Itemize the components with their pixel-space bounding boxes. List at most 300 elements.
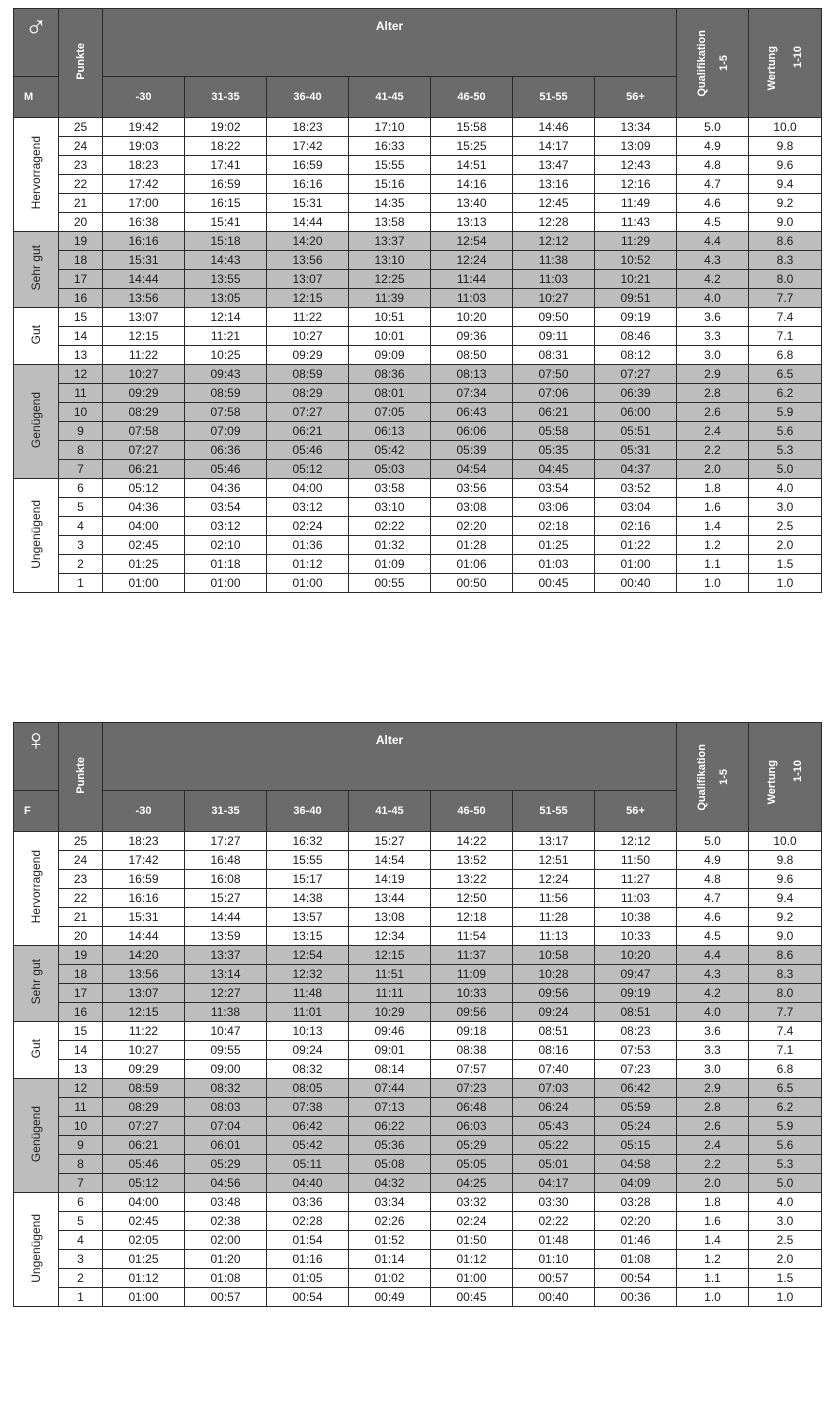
table-row: [14, 194, 822, 213]
time-cell: 08:29: [103, 1098, 185, 1117]
table-row: [14, 1136, 822, 1155]
punkte-cell: 6: [59, 1193, 103, 1212]
time-cell: 07:27: [595, 365, 677, 384]
punkte-cell: 17: [59, 270, 103, 289]
time-cell: 09:19: [595, 984, 677, 1003]
punkte-cell: 16: [59, 289, 103, 308]
time-cell: 13:58: [349, 213, 431, 232]
time-cell: 13:40: [431, 194, 513, 213]
time-cell: 12:24: [431, 251, 513, 270]
punkte-cell: 12: [59, 365, 103, 384]
time-cell: 00:49: [349, 1288, 431, 1307]
time-cell: 11:38: [185, 1003, 267, 1022]
time-cell: 05:36: [349, 1136, 431, 1155]
time-cell: 00:45: [513, 574, 595, 593]
time-cell: 06:00: [595, 403, 677, 422]
table-row: [14, 1117, 822, 1136]
punkte-cell: 8: [59, 441, 103, 460]
qualifikation-cell: 1.1: [677, 555, 749, 574]
qualifikation-cell: 2.4: [677, 422, 749, 441]
grade-name: Hervorragend: [29, 136, 43, 210]
table-row: [14, 965, 822, 984]
time-cell: 01:00: [103, 1288, 185, 1307]
time-cell: 10:13: [267, 1022, 349, 1041]
time-cell: 10:27: [103, 1041, 185, 1060]
alter-header: Alter: [103, 9, 677, 77]
time-cell: 13:13: [431, 213, 513, 232]
female-score-table: [13, 722, 822, 1307]
time-cell: 07:44: [349, 1079, 431, 1098]
time-cell: 03:36: [267, 1193, 349, 1212]
punkte-cell: 23: [59, 156, 103, 175]
time-cell: 04:32: [349, 1174, 431, 1193]
time-cell: 02:45: [103, 536, 185, 555]
wertung-cell: 3.0: [749, 1212, 822, 1231]
time-cell: 13:55: [185, 270, 267, 289]
time-cell: 14:43: [185, 251, 267, 270]
time-cell: 11:51: [349, 965, 431, 984]
wertung-cell: 9.8: [749, 137, 822, 156]
time-cell: 18:23: [103, 156, 185, 175]
time-cell: 13:22: [431, 870, 513, 889]
wertung-cell: 9.4: [749, 175, 822, 194]
table-row: [14, 175, 822, 194]
grade-label: [14, 946, 59, 1022]
time-cell: 11:38: [513, 251, 595, 270]
time-cell: 17:42: [103, 175, 185, 194]
time-cell: 11:37: [431, 946, 513, 965]
time-cell: 06:42: [595, 1079, 677, 1098]
grade-label: [14, 365, 59, 479]
time-cell: 16:48: [185, 851, 267, 870]
qualifikation-cell: 2.9: [677, 365, 749, 384]
time-cell: 13:05: [185, 289, 267, 308]
qualifikation-cell: 4.7: [677, 175, 749, 194]
time-cell: 15:31: [267, 194, 349, 213]
qualifikation-cell: 2.6: [677, 1117, 749, 1136]
time-cell: 13:14: [185, 965, 267, 984]
qualifikation-cell: 2.2: [677, 1155, 749, 1174]
time-cell: 14:44: [103, 270, 185, 289]
time-cell: 01:25: [103, 555, 185, 574]
time-cell: 11:22: [103, 1022, 185, 1041]
time-cell: 08:03: [185, 1098, 267, 1117]
time-cell: 06:03: [431, 1117, 513, 1136]
punkte-cell: 5: [59, 1212, 103, 1231]
time-cell: 08:23: [595, 1022, 677, 1041]
time-cell: 01:18: [185, 555, 267, 574]
time-cell: 08:29: [267, 384, 349, 403]
punkte-cell: 22: [59, 889, 103, 908]
time-cell: 05:15: [595, 1136, 677, 1155]
grade-name: Sehr gut: [29, 245, 43, 291]
table-row: [14, 118, 822, 137]
time-cell: 09:09: [349, 346, 431, 365]
age-group-header: 41-45: [349, 791, 431, 832]
qualifikation-cell: 1.6: [677, 498, 749, 517]
time-cell: 10:20: [595, 946, 677, 965]
table-row: [14, 498, 822, 517]
time-cell: 05:46: [267, 441, 349, 460]
time-cell: 02:00: [185, 1231, 267, 1250]
table-row: [14, 289, 822, 308]
time-cell: 02:38: [185, 1212, 267, 1231]
qualifikation-cell: 2.9: [677, 1079, 749, 1098]
table-row: [14, 851, 822, 870]
wertung-cell: 2.0: [749, 536, 822, 555]
time-cell: 14:20: [267, 232, 349, 251]
time-cell: 12:27: [185, 984, 267, 1003]
punkte-cell: 21: [59, 908, 103, 927]
wertung-cell: 1.0: [749, 1288, 822, 1307]
time-cell: 10:58: [513, 946, 595, 965]
wertung-cell: 1.0: [749, 574, 822, 593]
time-cell: 04:09: [595, 1174, 677, 1193]
qualifikation-cell: 1.4: [677, 517, 749, 536]
time-cell: 13:08: [349, 908, 431, 927]
punkte-cell: 9: [59, 1136, 103, 1155]
grade-name: Genügend: [29, 1105, 43, 1163]
male-score-table: [13, 8, 822, 593]
time-cell: 01:52: [349, 1231, 431, 1250]
time-cell: 10:25: [185, 346, 267, 365]
wertung-cell: 9.6: [749, 870, 822, 889]
time-cell: 01:16: [267, 1250, 349, 1269]
time-cell: 13:15: [267, 927, 349, 946]
wertung-cell: 2.0: [749, 1250, 822, 1269]
qualifikation-cell: 1.8: [677, 479, 749, 498]
time-cell: 17:27: [185, 832, 267, 851]
qualifikation-cell: 4.3: [677, 251, 749, 270]
wertung-cell: 7.1: [749, 327, 822, 346]
age-group-header: 56+: [595, 791, 677, 832]
time-cell: 13:57: [267, 908, 349, 927]
time-cell: 12:24: [513, 870, 595, 889]
qualifikation-cell: 1.1: [677, 1269, 749, 1288]
time-cell: 01:08: [595, 1250, 677, 1269]
qualifikation-cell: 3.6: [677, 1022, 749, 1041]
punkte-cell: 2: [59, 1269, 103, 1288]
time-cell: 07:57: [431, 1060, 513, 1079]
time-cell: 08:59: [103, 1079, 185, 1098]
punkte-cell: 18: [59, 251, 103, 270]
time-cell: 04:00: [103, 1193, 185, 1212]
time-cell: 05:24: [595, 1117, 677, 1136]
grade-label: [14, 232, 59, 308]
time-cell: 01:46: [595, 1231, 677, 1250]
time-cell: 15:31: [103, 251, 185, 270]
time-cell: 08:51: [513, 1022, 595, 1041]
time-cell: 14:19: [349, 870, 431, 889]
time-cell: 09:11: [513, 327, 595, 346]
female-symbol-icon: ♀: [14, 723, 59, 791]
time-cell: 10:20: [431, 308, 513, 327]
time-cell: 05:59: [595, 1098, 677, 1117]
qualifikation-cell: 2.8: [677, 1098, 749, 1117]
time-cell: 07:05: [349, 403, 431, 422]
table-row: [14, 156, 822, 175]
time-cell: 17:42: [267, 137, 349, 156]
time-cell: 03:48: [185, 1193, 267, 1212]
wertung-cell: 9.0: [749, 213, 822, 232]
time-cell: 04:40: [267, 1174, 349, 1193]
qualifikation-cell: 1.2: [677, 1250, 749, 1269]
wertung-cell: 6.2: [749, 384, 822, 403]
punkte-cell: 20: [59, 927, 103, 946]
time-cell: 06:48: [431, 1098, 513, 1117]
punkte-cell: 5: [59, 498, 103, 517]
qualifikation-header: [677, 9, 749, 118]
punkte-label: Punkte: [74, 43, 87, 80]
table-row: [14, 1098, 822, 1117]
table-row: [14, 1288, 822, 1307]
time-cell: 04:00: [267, 479, 349, 498]
qualifikation-cell: 3.0: [677, 1060, 749, 1079]
time-cell: 19:42: [103, 118, 185, 137]
time-cell: 01:48: [513, 1231, 595, 1250]
time-cell: 11:50: [595, 851, 677, 870]
age-group-header: 31-35: [185, 791, 267, 832]
grade-name: Genügend: [29, 391, 43, 449]
qualifikation-cell: 1.0: [677, 1288, 749, 1307]
wertung-range: 1-10: [792, 45, 805, 68]
grade-label: [14, 1193, 59, 1307]
time-cell: 05:08: [349, 1155, 431, 1174]
time-cell: 04:36: [103, 498, 185, 517]
time-cell: 00:54: [267, 1288, 349, 1307]
punkte-cell: 3: [59, 1250, 103, 1269]
time-cell: 01:20: [185, 1250, 267, 1269]
punkte-cell: 15: [59, 1022, 103, 1041]
qualifikation-cell: 4.5: [677, 927, 749, 946]
wertung-cell: 6.2: [749, 1098, 822, 1117]
table-row: [14, 927, 822, 946]
table-row: [14, 460, 822, 479]
time-cell: 05:42: [267, 1136, 349, 1155]
time-cell: 17:00: [103, 194, 185, 213]
wertung-label: Wertung: [766, 759, 779, 805]
table-row: [14, 270, 822, 289]
wertung-range: 1-10: [792, 759, 805, 782]
time-cell: 11:09: [431, 965, 513, 984]
wertung-cell: 7.7: [749, 289, 822, 308]
time-cell: 12:51: [513, 851, 595, 870]
time-cell: 04:37: [595, 460, 677, 479]
time-cell: 08:38: [431, 1041, 513, 1060]
time-cell: 03:56: [431, 479, 513, 498]
time-cell: 02:22: [349, 517, 431, 536]
time-cell: 05:01: [513, 1155, 595, 1174]
time-cell: 02:26: [349, 1212, 431, 1231]
punkte-cell: 25: [59, 118, 103, 137]
time-cell: 03:04: [595, 498, 677, 517]
time-cell: 11:29: [595, 232, 677, 251]
time-cell: 10:33: [595, 927, 677, 946]
table-row: [14, 1060, 822, 1079]
wertung-cell: 6.5: [749, 1079, 822, 1098]
time-cell: 07:27: [103, 441, 185, 460]
time-cell: 06:39: [595, 384, 677, 403]
wertung-cell: 8.3: [749, 251, 822, 270]
time-cell: 08:32: [185, 1079, 267, 1098]
time-cell: 15:31: [103, 908, 185, 927]
time-cell: 00:55: [349, 574, 431, 593]
time-cell: 09:46: [349, 1022, 431, 1041]
time-cell: 01:05: [267, 1269, 349, 1288]
time-cell: 04:00: [103, 517, 185, 536]
time-cell: 10:38: [595, 908, 677, 927]
time-cell: 04:45: [513, 460, 595, 479]
time-cell: 16:16: [103, 889, 185, 908]
table-row: [14, 1041, 822, 1060]
time-cell: 05:35: [513, 441, 595, 460]
time-cell: 01:12: [103, 1269, 185, 1288]
punkte-cell: 6: [59, 479, 103, 498]
time-cell: 16:38: [103, 213, 185, 232]
time-cell: 03:34: [349, 1193, 431, 1212]
qualifikation-header: [677, 723, 749, 832]
qualifikation-cell: 4.6: [677, 908, 749, 927]
qualifikation-label: Qualifikation: [695, 743, 708, 811]
time-cell: 13:52: [431, 851, 513, 870]
qualifikation-cell: 5.0: [677, 832, 749, 851]
table-row: [14, 1022, 822, 1041]
time-cell: 08:46: [595, 327, 677, 346]
punkte-cell: 11: [59, 384, 103, 403]
time-cell: 14:44: [103, 927, 185, 946]
time-cell: 01:25: [103, 1250, 185, 1269]
time-cell: 01:03: [513, 555, 595, 574]
time-cell: 07:06: [513, 384, 595, 403]
time-cell: 09:43: [185, 365, 267, 384]
time-cell: 12:12: [513, 232, 595, 251]
time-cell: 10:27: [513, 289, 595, 308]
table-row: [14, 984, 822, 1003]
table-row: [14, 137, 822, 156]
time-cell: 00:40: [595, 574, 677, 593]
time-cell: 07:40: [513, 1060, 595, 1079]
wertung-cell: 6.5: [749, 365, 822, 384]
punkte-cell: 24: [59, 137, 103, 156]
qualifikation-cell: 3.0: [677, 346, 749, 365]
wertung-cell: 6.8: [749, 1060, 822, 1079]
punkte-cell: 2: [59, 555, 103, 574]
time-cell: 13:09: [595, 137, 677, 156]
grade-name: Ungenügend: [29, 1213, 43, 1283]
time-cell: 13:56: [103, 965, 185, 984]
time-cell: 10:47: [185, 1022, 267, 1041]
time-cell: 08:50: [431, 346, 513, 365]
time-cell: 13:10: [349, 251, 431, 270]
age-group-header: 31-35: [185, 77, 267, 118]
time-cell: 04:36: [185, 479, 267, 498]
time-cell: 11:49: [595, 194, 677, 213]
table-row: [14, 946, 822, 965]
table-row: [14, 536, 822, 555]
time-cell: 12:25: [349, 270, 431, 289]
time-cell: 03:58: [349, 479, 431, 498]
age-group-header: 41-45: [349, 77, 431, 118]
time-cell: 00:57: [185, 1288, 267, 1307]
time-cell: 02:20: [431, 517, 513, 536]
time-cell: 13:37: [185, 946, 267, 965]
time-cell: 15:27: [185, 889, 267, 908]
table-row: [14, 1193, 822, 1212]
time-cell: 01:22: [595, 536, 677, 555]
wertung-cell: 10.0: [749, 118, 822, 137]
time-cell: 15:55: [267, 851, 349, 870]
time-cell: 11:44: [431, 270, 513, 289]
time-cell: 00:36: [595, 1288, 677, 1307]
time-cell: 08:51: [595, 1003, 677, 1022]
grade-label: [14, 1022, 59, 1079]
time-cell: 09:19: [595, 308, 677, 327]
wertung-cell: 7.1: [749, 1041, 822, 1060]
grade-label: [14, 479, 59, 593]
qualifikation-cell: 2.2: [677, 441, 749, 460]
time-cell: 02:22: [513, 1212, 595, 1231]
time-cell: 14:20: [103, 946, 185, 965]
punkte-cell: 10: [59, 1117, 103, 1136]
time-cell: 05:42: [349, 441, 431, 460]
grade-label: [14, 1079, 59, 1193]
wertung-cell: 5.0: [749, 1174, 822, 1193]
qualifikation-cell: 4.3: [677, 965, 749, 984]
time-cell: 08:31: [513, 346, 595, 365]
time-cell: 10:52: [595, 251, 677, 270]
time-cell: 07:27: [267, 403, 349, 422]
time-cell: 02:45: [103, 1212, 185, 1231]
time-cell: 12:34: [349, 927, 431, 946]
punkte-cell: 19: [59, 232, 103, 251]
punkte-header: [59, 723, 103, 832]
table-row: [14, 1212, 822, 1231]
grade-name: Sehr gut: [29, 959, 43, 1005]
table-row: [14, 1003, 822, 1022]
time-cell: 01:25: [513, 536, 595, 555]
time-cell: 14:17: [513, 137, 595, 156]
wertung-cell: 9.0: [749, 927, 822, 946]
grade-name: Gut: [29, 324, 43, 345]
time-cell: 01:50: [431, 1231, 513, 1250]
wertung-cell: 5.6: [749, 1136, 822, 1155]
time-cell: 17:42: [103, 851, 185, 870]
qualifikation-cell: 1.0: [677, 574, 749, 593]
time-cell: 06:22: [349, 1117, 431, 1136]
time-cell: 11:43: [595, 213, 677, 232]
age-group-header: -30: [103, 791, 185, 832]
table-row: [14, 555, 822, 574]
time-cell: 03:28: [595, 1193, 677, 1212]
time-cell: 02:28: [267, 1212, 349, 1231]
qualifikation-cell: 4.0: [677, 289, 749, 308]
time-cell: 01:02: [349, 1269, 431, 1288]
time-cell: 12:54: [431, 232, 513, 251]
time-cell: 02:20: [595, 1212, 677, 1231]
time-cell: 09:55: [185, 1041, 267, 1060]
time-cell: 15:55: [349, 156, 431, 175]
time-cell: 16:15: [185, 194, 267, 213]
time-cell: 05:39: [431, 441, 513, 460]
time-cell: 14:35: [349, 194, 431, 213]
time-cell: 15:16: [349, 175, 431, 194]
wertung-cell: 9.8: [749, 851, 822, 870]
time-cell: 09:56: [513, 984, 595, 1003]
punkte-cell: 13: [59, 1060, 103, 1079]
time-cell: 06:21: [103, 1136, 185, 1155]
qualifikation-range: 1-5: [717, 769, 730, 785]
table-row: [14, 365, 822, 384]
